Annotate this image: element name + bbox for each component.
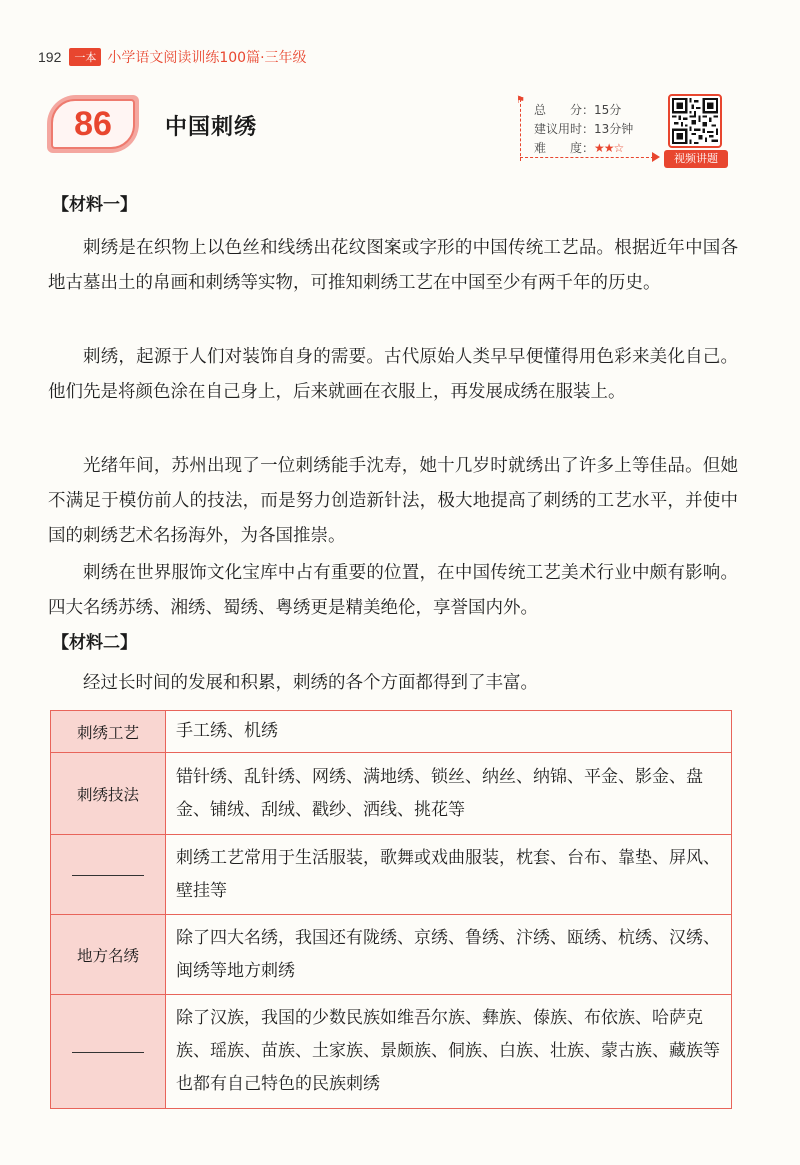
suggested-time (534, 120, 633, 137)
table-row-header: 刺绣技法 (51, 753, 166, 835)
table-row-header: 刺绣工艺 (51, 711, 166, 753)
embroidery-table (50, 710, 732, 1109)
page-number: 192 (38, 49, 62, 65)
table-row (51, 995, 732, 1109)
material-one-label: 【材料一】 (52, 195, 137, 215)
table-row-content: 除了四大名绣，我国还有陇绣、京绣、鲁绣、汴绣、瓯绣、杭绣、汉绣、闽绣等地方刺绣 (166, 915, 732, 995)
table-row-header-blank (51, 835, 166, 915)
qr-code[interactable] (668, 94, 722, 148)
table-row (51, 711, 732, 753)
material-one-paragraph-4: 刺绣在世界服饰文化宝库中占有重要的位置，在中国传统工艺美术行业中颇有影响。四大名绣苏绣、湘绣、蜀绣、粤绣更是精美绝伦，享誉国内外。 (48, 563, 738, 618)
difficulty (534, 139, 623, 156)
table-row-header-blank (51, 995, 166, 1109)
fill-in-blank[interactable] (72, 1051, 144, 1053)
total-score-label: 总 分： (534, 103, 595, 117)
dashed-bracket (520, 99, 531, 161)
suggested-time-value: 13分钟 (594, 122, 634, 136)
grade-label: 三年级 (264, 50, 307, 66)
material-two-label: 【材料二】 (52, 633, 137, 653)
page-header (38, 44, 307, 70)
table-row (51, 915, 732, 995)
book-title-text: 小学语文阅读训练100篇· (107, 50, 265, 66)
table-row (51, 835, 732, 915)
material-two-intro: 经过长时间的发展和积累，刺绣的各个方面都得到了丰富。 (83, 673, 538, 693)
table-row-header: 地方名绣 (51, 915, 166, 995)
score-info-box (516, 95, 660, 165)
lesson-number: 86 (51, 99, 135, 149)
material-one-paragraph-1: 刺绣是在织物上以色丝和线绣出花纹图案或字形的中国传统工艺品。根据近年中国各地古墓出土的帛画和刺绣等实物，可推知刺绣工艺在中国至少有两千年的历史。 (48, 238, 738, 293)
table-row-content: 手工绣、机绣 (166, 711, 732, 753)
book-title (107, 47, 306, 67)
brand-badge: 一本 (69, 48, 101, 66)
table-row-content: 错针绣、乱针绣、网绣、满地绣、锁丝、纳丝、纳锦、平金、影金、盘金、铺绒、刮绒、戳纱、洒线、挑花等 (166, 753, 732, 835)
material-one-paragraph-2: 刺绣，起源于人们对装饰自身的需要。古代原始人类早早便懂得用色彩来美化自己。他们先是将颜色涂在自己身上，后来就画在衣服上，再发展成绣在服装上。 (48, 347, 738, 402)
table-row-content: 除了汉族，我国的少数民族如维吾尔族、彝族、傣族、布依族、哈萨克族、瑶族、苗族、土家族、景颇族、侗族、白族、壮族、蒙古族、藏族等也都有自己特色的民族刺绣 (166, 995, 732, 1109)
difficulty-label: 难 度： (534, 141, 595, 155)
table-row-content: 刺绣工艺常用于生活服装，歌舞或戏曲服装，枕套、台布、靠垫、屏风、壁挂等 (166, 835, 732, 915)
total-score (534, 101, 621, 118)
total-score-value: 15分 (594, 103, 622, 117)
table-row (51, 753, 732, 835)
lesson-number-badge (47, 95, 139, 153)
suggested-time-label: 建议用时： (534, 122, 595, 136)
dashed-arrow-line (520, 157, 654, 158)
arrow-right-icon (652, 152, 660, 162)
material-one-paragraph-3: 光绪年间，苏州出现了一位刺绣能手沈寿，她十几岁时就绣出了许多上等佳品。但她不满足于模仿前人的技法，而是努力创造新针法，极大地提高了刺绣的工艺水平，并使中国的刺绣艺术名扬海外，为各国推崇。 (48, 456, 738, 546)
qr-code-icon (672, 98, 718, 144)
lesson-title: 中国刺绣 (165, 115, 258, 140)
flag-icon: ⚑ (516, 95, 525, 106)
video-explanation-label[interactable]: 视频讲题 (664, 150, 728, 168)
fill-in-blank[interactable] (72, 874, 144, 876)
difficulty-stars: ★★☆ (594, 141, 624, 155)
